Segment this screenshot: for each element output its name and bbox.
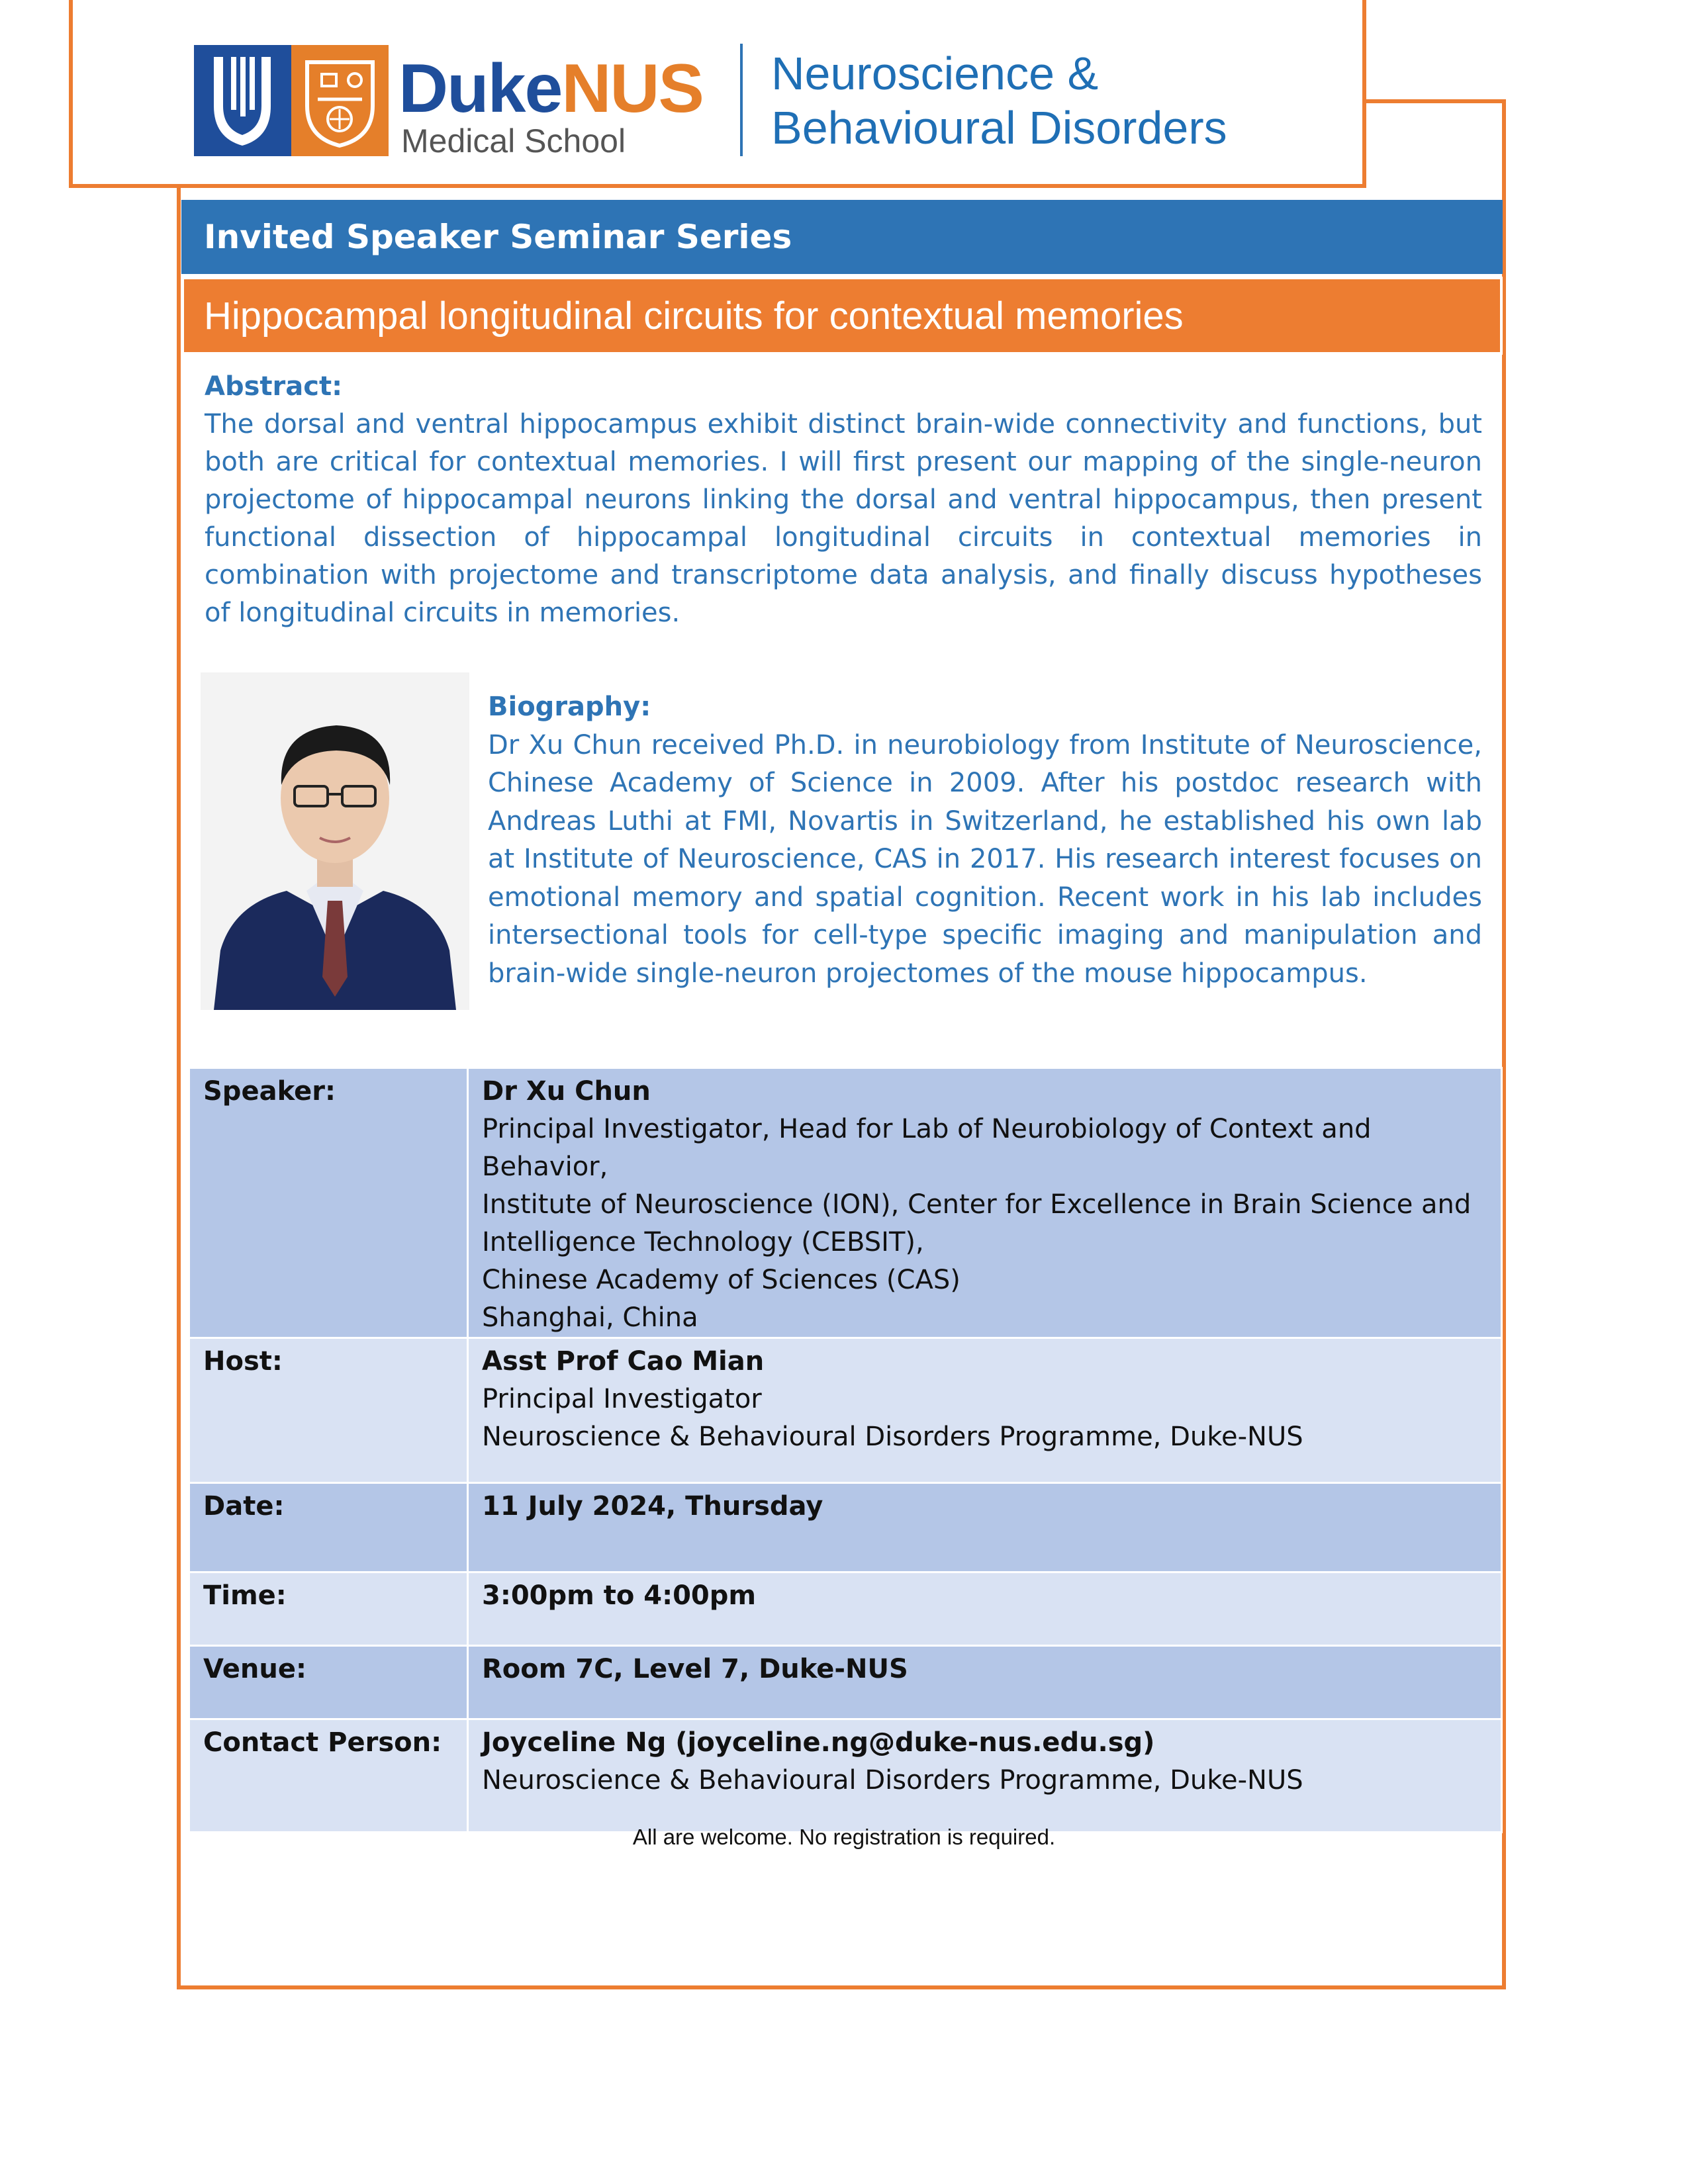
speaker-cell: [468, 1068, 1502, 1338]
contact-line: Neuroscience & Behavioural Disorders Programme, Duke-NUS: [482, 1765, 1303, 1796]
contact-cell: [468, 1719, 1502, 1833]
speaker-photo: [201, 672, 469, 1010]
speaker-line: Chinese Academy of Sciences (CAS): [482, 1265, 961, 1295]
host-line: Principal Investigator: [482, 1384, 762, 1414]
seminar-title-bar: [181, 277, 1503, 355]
host-line: Neuroscience & Behavioural Disorders Programme, Duke-NUS: [482, 1422, 1303, 1452]
venue-cell: [468, 1646, 1502, 1719]
host-label: Host:: [189, 1338, 468, 1483]
contact-name: Joyceline Ng (joyceline.ng@duke-nus.edu.sg): [482, 1727, 1155, 1758]
host-name: Asst Prof Cao Mian: [482, 1346, 765, 1377]
logo-nus-text: NUS: [561, 50, 703, 127]
seminar-details-table: [188, 1067, 1503, 1833]
speaker-line: Shanghai, China: [482, 1302, 698, 1333]
programme-title-line1: Neuroscience &: [771, 48, 1099, 99]
header-divider: [740, 44, 743, 156]
time-cell: [468, 1572, 1502, 1646]
contact-label: Contact Person:: [189, 1719, 468, 1833]
logo-duke-text: Duke: [399, 50, 562, 127]
time-value: 3:00pm to 4:00pm: [482, 1580, 757, 1611]
time-label: Time:: [189, 1572, 468, 1646]
table-row-host: [189, 1338, 1502, 1483]
table-row-time: [189, 1572, 1502, 1646]
biography-section: [488, 688, 1482, 993]
nus-crest-logo-icon: [291, 45, 389, 156]
date-cell: [468, 1483, 1502, 1572]
venue-label: Venue:: [189, 1646, 468, 1719]
table-row-contact: [189, 1719, 1502, 1833]
speaker-label: Speaker:: [189, 1068, 468, 1338]
date-value: 11 July 2024, Thursday: [482, 1491, 823, 1522]
abstract-section: [205, 368, 1482, 632]
host-cell: [468, 1338, 1502, 1483]
series-title-bar: [181, 200, 1503, 274]
duke-nus-wordmark: [399, 50, 703, 159]
abstract-heading: Abstract:: [205, 371, 343, 402]
table-row-venue: [189, 1646, 1502, 1719]
footer-note: All are welcome. No registration is required.: [632, 1825, 1056, 1849]
duke-shield-logo-icon: [194, 45, 291, 156]
programme-title: [771, 46, 1227, 155]
speaker-line: Institute of Neuroscience (ION), Center for Excellence in Brain Science and: [482, 1189, 1472, 1220]
speaker-name: Dr Xu Chun: [482, 1076, 651, 1107]
biography-heading: Biography:: [488, 692, 651, 722]
logo-subtitle: Medical School: [401, 122, 626, 159]
programme-title-line2: Behavioural Disorders: [771, 102, 1227, 154]
biography-body: Dr Xu Chun received Ph.D. in neurobiology from Institute of Neuroscience, Chinese Academy of Science in 2009. After his postdoc research with Andreas Luthi at FMI, Novartis in Switzerland, he established his own lab at Institute of Neuroscience, CAS in 2017. His research interest focuses on emotional memory and spatial cognition. Recent work in his lab includes intersectional tools for cell-type specific imaging and manipulation and brain-wide single-neuron projectomes of the mouse hippocampus.: [488, 729, 1482, 989]
abstract-body: The dorsal and ventral hippocampus exhibit distinct brain-wide connectivity and functions, but both are critical for contextual memories. I will first present our mapping of the single-neuron projectome of hippocampal neurons linking the dorsal and ventral hippocampus, then present functional dissection of hippocampal longitudinal circuits in contextual memories in combination with projectome and transcriptome data analysis, and finally discuss hypotheses of longitudinal circuits in memories.: [205, 409, 1482, 628]
table-row-speaker: [189, 1068, 1502, 1338]
series-title: Invited Speaker Seminar Series: [204, 218, 792, 256]
venue-value: Room 7C, Level 7, Duke-NUS: [482, 1654, 908, 1684]
seminar-title: Hippocampal longitudinal circuits for contextual memories: [204, 294, 1184, 338]
speaker-line: Intelligence Technology (CEBSIT),: [482, 1227, 924, 1257]
speaker-line: Principal Investigator, Head for Lab of Neurobiology of Context and Behavior,: [482, 1114, 1372, 1182]
date-label: Date:: [189, 1483, 468, 1572]
table-row-date: [189, 1483, 1502, 1572]
